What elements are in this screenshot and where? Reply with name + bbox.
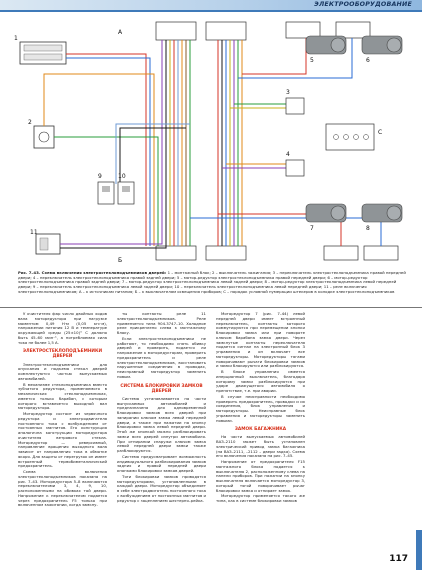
paragraph: Моторедуктор состоит из червячного редуктора и электродвигателя постоянного тока с возбуждением от постоянных магнитов. Его конструкция аналогична конструкции моторедуктора очистителя ветрового стекла. Моторедуктор — реверсивный, направление вращения выходного вала зависит от направления тока в обмотке якоря. Для защиты от перегрузок он имеет встроенный термобиметаллический предохранитель. <box>18 411 107 469</box>
svg-text:4: 4 <box>286 151 290 158</box>
section-heading-window-regulators: ЭЛЕКТРОСТЕКЛОПОДЪЕМНИКИ ДВЕРЕЙ <box>22 349 103 360</box>
paragraph: Система предусматривает возможность индивидуального разблокирования замков задних и правой передней двери кнопками блокировки замков дверей. <box>117 453 206 474</box>
svg-text:2: 2 <box>28 119 32 126</box>
section-header-band <box>0 0 422 12</box>
paragraph: Тяги блокировки замков приводятся моторедукторами, установленными в каждой двери. Моторедуктор объединяет в себе электродвигатель постоянного тока с возбуждением от постоянных магнитов и редуктор с зацеплением шестерня–рейка. <box>117 473 206 503</box>
connector-pin-diagram <box>326 124 374 150</box>
paragraph: Электростеклоподъемники для опускания и подъема стекол дверей комплектуются частью выпускаемых автомобилей. <box>18 361 107 381</box>
paragraph: У очистителя фар число двойных ходов вала моторедуктора при нагрузке моментом 0,49 Н·м (0,05 кгс·м), напряжении питания 12 В и температуре окружающей среды (25±10)° С должно быть 45–60 мин⁻¹, а потребляемая сила тока не более 1,5 А. <box>18 311 107 345</box>
svg-text:5: 5 <box>310 57 314 64</box>
mounting-block <box>20 42 66 64</box>
paragraph: Моторедуктор применяется такого же типа, как в системе блокировки замков <box>216 493 305 504</box>
figure-caption-body: 1 – монтажный блок; 2 – выключатель зажигания; 3 – переключатель электростеклоподъемника правой передней двери; 4 – переключатель электростеклоподъемника правой задней двери; 5 – мотор-редуктор электростеклоподъемника правой передней двери; 6 – мотор-редуктор электростеклоподъемника правой задней двери; 7 – мотор-редуктор электростеклоподъемника левой задней двери; 8 – мотор-редуктор электростеклоподъемника левой передней двери; 9 – переключатель электростеклоподъемника левой задней двери; 10 – переключатель электростеклоподъемника левой передней двери; 11 – реле включения электростеклоподъемников; А – к источникам питания; Б – к выключателям освещения приборов; С – порядок условной нумерации штекеров в колодке электростеклоподъемников <box>18 270 406 294</box>
svg-text:6: 6 <box>366 57 370 64</box>
text-column-2 <box>117 312 206 504</box>
section-heading-trunk-lock: ЗАМОК БАГАЖНИКА <box>234 427 287 433</box>
svg-text:10: 10 <box>118 173 126 180</box>
paragraph: ты контакты реле 11 электростеклоподъемников. Реле применяется типа 904.3747–10. Холодное реле прикреплено слева к монтажному блоку. <box>117 311 206 335</box>
paragraph: В случае неисправности необходимо проверить предохранитель, проводки и их соединения, блок управления и моторедукторы. Неисправные блок управления и моторедукторы заменить новыми. <box>216 393 305 423</box>
wiring-diagram <box>6 14 416 266</box>
figure-caption-lead: Рис. 7–43. Схема включения электростеклоподъемников дверей: <box>18 270 167 275</box>
svg-text:7: 7 <box>310 225 314 232</box>
paragraph: В механизме стеклоподъемника вместо зубчатого редуктора, применяемого в механических стеклоподъемниках, имеется только барабан, с которым которого вставляется выходной вал моторедуктора. <box>18 381 107 411</box>
svg-text:Б: Б <box>118 257 123 264</box>
text-column-1 <box>18 312 107 509</box>
svg-text:8: 8 <box>366 225 370 232</box>
text-column-3 <box>216 312 305 505</box>
paragraph: Моторедуктор 7 (рис. 7–44) левой передней двери имеет встроенный переключатель, контакты которого коммутируются при перемещении кнопки блокировки замка или при повороте ключом барабана замка двери. Через замкнутые контакты переключателя подается сигнал на электронный блок 3 управления и он включает все моторедукторы. Моторедукторы тягами поворачивают рычаги блокировки замков и замки блокируются или разблокируются. <box>216 311 305 369</box>
paragraph: В блоке управления имеется инерционный выключатель, благодаря которому замки разблокируются при ударе движущегося автомобиля о препятствие, т.е. при аварии. <box>216 369 305 393</box>
relay-box <box>36 234 60 254</box>
svg-text:3: 3 <box>286 89 290 96</box>
paragraph: Схема включения электростеклоподъемников показана на рис. 7–43. Моторедуктора 5–8 включаются переключателями 3, 4, 9, 10, расположенными на обивках той двери. Напряжение к переключателям подается через предохранитель F5 только при включенном зажигании, когда замкну- <box>18 469 107 508</box>
svg-text:С: С <box>378 129 383 136</box>
caption-divider <box>0 307 422 308</box>
ignition-switch <box>34 126 54 148</box>
svg-text:11: 11 <box>30 229 38 236</box>
text-columns <box>18 312 414 552</box>
header-stripe <box>0 10 422 12</box>
svg-text:А: А <box>118 29 123 36</box>
section-title: ЭЛЕКТРООБОРУДОВАНИЕ <box>314 1 412 8</box>
figure-caption <box>18 271 410 295</box>
wiring-diagram-svg <box>6 14 416 266</box>
paragraph: Система устанавливается на части выпускаемых автомобилей и предназначена для одновременной блокировки замков всех дверей при запирании ключом замка левой передней двери, а также при нажатии на кнопку блокировки замка левой передней двери. Этой же кнопкой можно разблокировать замки всех дверей изнутри автомобиля. При отпирании снаружи ключом замка левой передней двери замки также разблокируются. <box>117 395 206 454</box>
svg-text:1: 1 <box>14 35 18 42</box>
paragraph: На части выпускаемых автомобилей ВАЗ–2110 может быть установлен электрический привод замка багажника (на ВАЗ–2111, –2112 – двери задка). Схема его включения показана на рис. 7–45. <box>216 434 305 459</box>
page-edge-tab <box>416 530 422 570</box>
paragraph: Если электростеклоподъемники не работают, то необходимо снять обивку дверей и проверить, подается ли напряжение к моторедукторам, проверить предохранитель и реле электростеклоподъемников, восстановить нарушенные соединения в проводах, неисправный моторедуктор заменить новым. <box>117 335 206 379</box>
section-heading-door-lock-system: СИСТЕМА БЛОКИРОВКИ ЗАМКОВ ДВЕРЕЙ <box>120 383 203 394</box>
paragraph: Напряжение от предохранителя F15 монтажного блока подается к выключателю 2, расположенному слева на панели приборов. При нажатии на кнопку выключателя включается моторедуктор 3, который тягой поворачивает рычаг блокировки замка и отпирает замок. <box>216 459 305 493</box>
svg-text:9: 9 <box>98 173 102 180</box>
page-number: 117 <box>389 554 408 564</box>
